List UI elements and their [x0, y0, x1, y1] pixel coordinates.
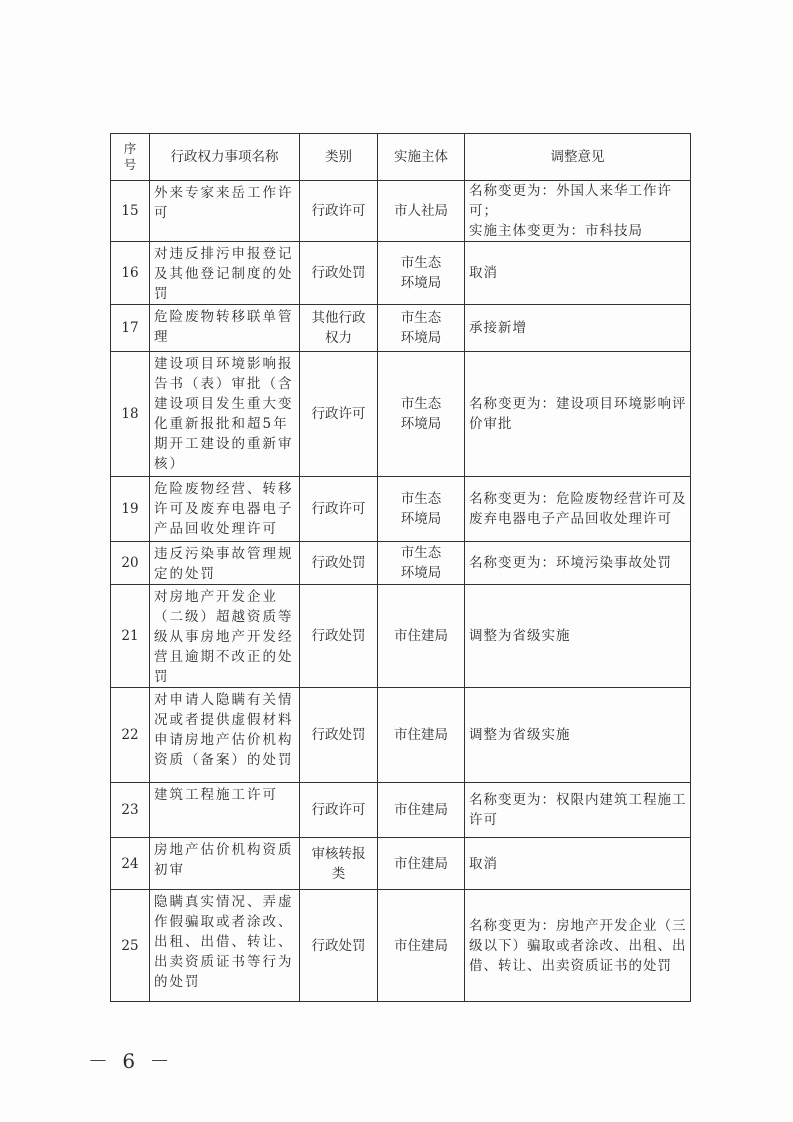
implementing-body	[378, 305, 465, 352]
adjustment-opinion-line: 调整为省级实施	[469, 727, 571, 743]
item-name	[150, 542, 300, 585]
item-name	[150, 305, 300, 352]
row-number: 22	[111, 688, 150, 783]
implementing-body-line: 市人社局	[394, 203, 448, 219]
adjustment-opinion-line: 许可	[469, 812, 498, 828]
implementing-body-line: 市住建局	[394, 937, 448, 954]
implementing-body-line: 市住建局	[394, 802, 448, 818]
adjustment-opinion-line: 名称变更为：建设项目环境影响评	[469, 396, 687, 412]
item-name-line: 出卖资质证书等行为	[154, 954, 294, 970]
adjustment-opinion-line: 实施主体变更为：市科技局	[469, 223, 643, 239]
item-name-line: 理	[154, 329, 170, 345]
implementing-body-line: 市生态	[400, 396, 442, 412]
adjustment-opinion	[465, 838, 691, 890]
item-name-line: 告书（表）审批（含	[154, 376, 294, 392]
adjustment-opinion	[465, 542, 691, 585]
item-name-line: 期开工建设的重新审	[154, 436, 294, 452]
item-type	[300, 838, 378, 890]
item-name-line: 对申请人隐瞒有关情	[154, 692, 294, 708]
table-row	[111, 783, 691, 838]
header-opinion: 调整意见	[465, 134, 691, 181]
adjustment-opinion-line: 取消	[469, 855, 498, 872]
header-name: 行政权力事项名称	[150, 134, 300, 181]
header-type: 类别	[300, 134, 378, 181]
item-name-line: 作假骗取或者涂改、	[154, 914, 294, 930]
implementing-body-line: 环境局	[400, 511, 442, 527]
implementing-body	[378, 838, 465, 890]
table-row	[111, 477, 691, 542]
row-number: 17	[111, 305, 150, 352]
implementing-body	[378, 585, 465, 688]
item-name	[150, 783, 300, 838]
row-number: 24	[111, 838, 150, 890]
item-name-line: 建设项目环境影响报	[154, 356, 294, 372]
item-name-line: 危险废物经营、转移	[154, 481, 294, 497]
item-type-line: 行政许可	[311, 203, 366, 219]
item-name	[150, 242, 300, 305]
table-row	[111, 542, 691, 585]
adjustment-opinion-line: 取消	[469, 265, 498, 281]
item-name-line: 违反污染事故管理规	[154, 546, 294, 562]
item-name	[150, 477, 300, 542]
adjustment-opinion	[465, 890, 691, 1002]
item-type	[300, 890, 378, 1002]
row-number: 20	[111, 542, 150, 585]
item-name	[150, 585, 300, 688]
adjustment-opinion	[465, 181, 691, 242]
adjustment-opinion	[465, 783, 691, 838]
item-type-line: 行政许可	[311, 802, 366, 818]
table-row	[111, 181, 691, 242]
header-org: 实施主体	[378, 134, 465, 181]
item-name-line: 营且逾期不改正的处	[154, 649, 294, 665]
implementing-body	[378, 542, 465, 585]
implementing-body	[378, 890, 465, 1002]
table-row	[111, 242, 691, 305]
item-type-line: 类	[331, 865, 346, 882]
item-name-line: 定的处罚	[154, 566, 216, 582]
implementing-body-line: 市生态	[400, 255, 442, 271]
item-name-line: 房地产估价机构资质	[154, 842, 294, 858]
item-type	[300, 783, 378, 838]
row-number: 18	[111, 352, 150, 477]
item-name-line: 出租、出借、转让、	[154, 934, 294, 950]
item-type-line: 行政许可	[311, 501, 366, 517]
item-name	[150, 688, 300, 783]
row-number: 21	[111, 585, 150, 688]
adjustment-opinion-line: 名称变更为：危险废物经营许可及	[469, 491, 687, 507]
table-header-row	[111, 134, 691, 181]
item-name-line: 建筑工程施工许可	[154, 787, 278, 803]
item-type	[300, 688, 378, 783]
item-type-line: 行政处罚	[311, 727, 366, 743]
adjustment-opinion-line: 名称变更为：环境污染事故处罚	[469, 555, 672, 571]
implementing-body	[378, 688, 465, 783]
implementing-body-line: 环境局	[400, 330, 442, 346]
adjustment-opinion	[465, 242, 691, 305]
item-name-line: 申请房地产估价机构	[154, 732, 294, 748]
header-no: 序号	[111, 134, 150, 181]
table-row	[111, 838, 691, 890]
item-name-line: 及其他登记制度的处	[154, 266, 294, 282]
implementing-body	[378, 783, 465, 838]
adjustment-opinion-line: 可；	[469, 203, 498, 219]
item-type	[300, 542, 378, 585]
table-row	[111, 352, 691, 477]
item-type-line: 行政许可	[311, 406, 366, 422]
item-name-line: 罚	[154, 286, 170, 302]
item-type-line: 行政处罚	[311, 555, 366, 571]
item-type-line: 行政处罚	[311, 628, 366, 644]
implementing-body-line: 环境局	[400, 416, 442, 432]
item-name-line: 的处罚	[154, 974, 201, 990]
table-row	[111, 688, 691, 783]
adjustment-opinion	[465, 352, 691, 477]
item-name-line: 可	[154, 205, 170, 221]
implementing-body	[378, 242, 465, 305]
row-number: 23	[111, 783, 150, 838]
item-type	[300, 305, 378, 352]
adjustment-opinion-line: 调整为省级实施	[469, 628, 571, 644]
item-type-line: 审核转报	[311, 845, 366, 862]
table-row	[111, 890, 691, 1002]
item-type-line: 权力	[325, 330, 352, 346]
item-name-line: 对房地产开发企业	[154, 589, 278, 605]
item-name	[150, 890, 300, 1002]
adjustment-opinion	[465, 477, 691, 542]
item-name	[150, 838, 300, 890]
adjustment-opinion-line: 价审批	[469, 416, 513, 432]
implementing-body	[378, 477, 465, 542]
item-name-line: 外来专家来岳工作许	[154, 185, 294, 201]
table-row	[111, 305, 691, 352]
power-adjustment-table	[110, 133, 691, 1002]
item-type-line: 行政处罚	[311, 937, 366, 954]
implementing-body-line: 市住建局	[394, 628, 448, 644]
item-type-line: 其他行政	[311, 310, 366, 326]
adjustment-opinion-line: 承接新增	[469, 320, 527, 336]
item-name-line: 隐瞒真实情况、弄虚	[154, 894, 294, 910]
page-number: － 6 －	[88, 1049, 174, 1073]
row-number: 25	[111, 890, 150, 1002]
implementing-body	[378, 181, 465, 242]
implementing-body-line: 环境局	[400, 275, 442, 291]
item-name-line: 危险废物转移联单管	[154, 309, 294, 325]
item-name-line: 产品回收处理许可	[154, 521, 278, 537]
implementing-body	[378, 352, 465, 477]
item-name-line: 资质（备案）的处罚	[154, 752, 294, 768]
item-name-line: 况或者提供虚假材料	[154, 712, 294, 728]
implementing-body-line: 市住建局	[394, 855, 448, 872]
item-type	[300, 181, 378, 242]
item-name-line: 许可及废弃电器电子	[154, 501, 294, 517]
item-name	[150, 352, 300, 477]
item-name	[150, 181, 300, 242]
item-name-line: 对违反排污申报登记	[154, 246, 294, 262]
item-name-line: 初审	[154, 862, 185, 878]
adjustment-opinion-line: 级以下）骗取或者涂改、出租、出	[469, 937, 687, 954]
item-name-line: 罚	[154, 669, 170, 685]
adjustment-opinion	[465, 688, 691, 783]
implementing-body-line: 市生态	[400, 310, 442, 326]
item-name-line: （二级）超越资质等	[154, 609, 294, 625]
implementing-body-line: 市住建局	[394, 727, 448, 743]
adjustment-opinion-line: 废弃电器电子产品回收处理许可	[469, 511, 672, 527]
table-row	[111, 585, 691, 688]
implementing-body-line: 市生态	[400, 491, 442, 507]
item-type	[300, 477, 378, 542]
item-type	[300, 352, 378, 477]
item-name-line: 化重新报批和超5年	[154, 416, 289, 432]
adjustment-opinion-line: 名称变更为：权限内建筑工程施工	[469, 792, 687, 808]
adjustment-opinion-line: 借、转让、出卖资质证书的处罚	[469, 957, 672, 974]
item-type	[300, 242, 378, 305]
implementing-body-line: 市生态	[400, 545, 442, 561]
adjustment-opinion-line: 名称变更为：外国人来华工作许	[469, 183, 672, 199]
item-name-line: 核）	[154, 456, 185, 472]
row-number: 16	[111, 242, 150, 305]
adjustment-opinion	[465, 585, 691, 688]
row-number: 19	[111, 477, 150, 542]
item-name-line: 建设项目发生重大变	[154, 396, 294, 412]
item-type	[300, 585, 378, 688]
adjustment-opinion-line: 名称变更为：房地产开发企业（三	[469, 917, 687, 934]
row-number: 15	[111, 181, 150, 242]
item-name-line: 级从事房地产开发经	[154, 629, 294, 645]
implementing-body-line: 环境局	[400, 565, 442, 581]
item-type-line: 行政处罚	[311, 265, 366, 281]
adjustment-opinion	[465, 305, 691, 352]
